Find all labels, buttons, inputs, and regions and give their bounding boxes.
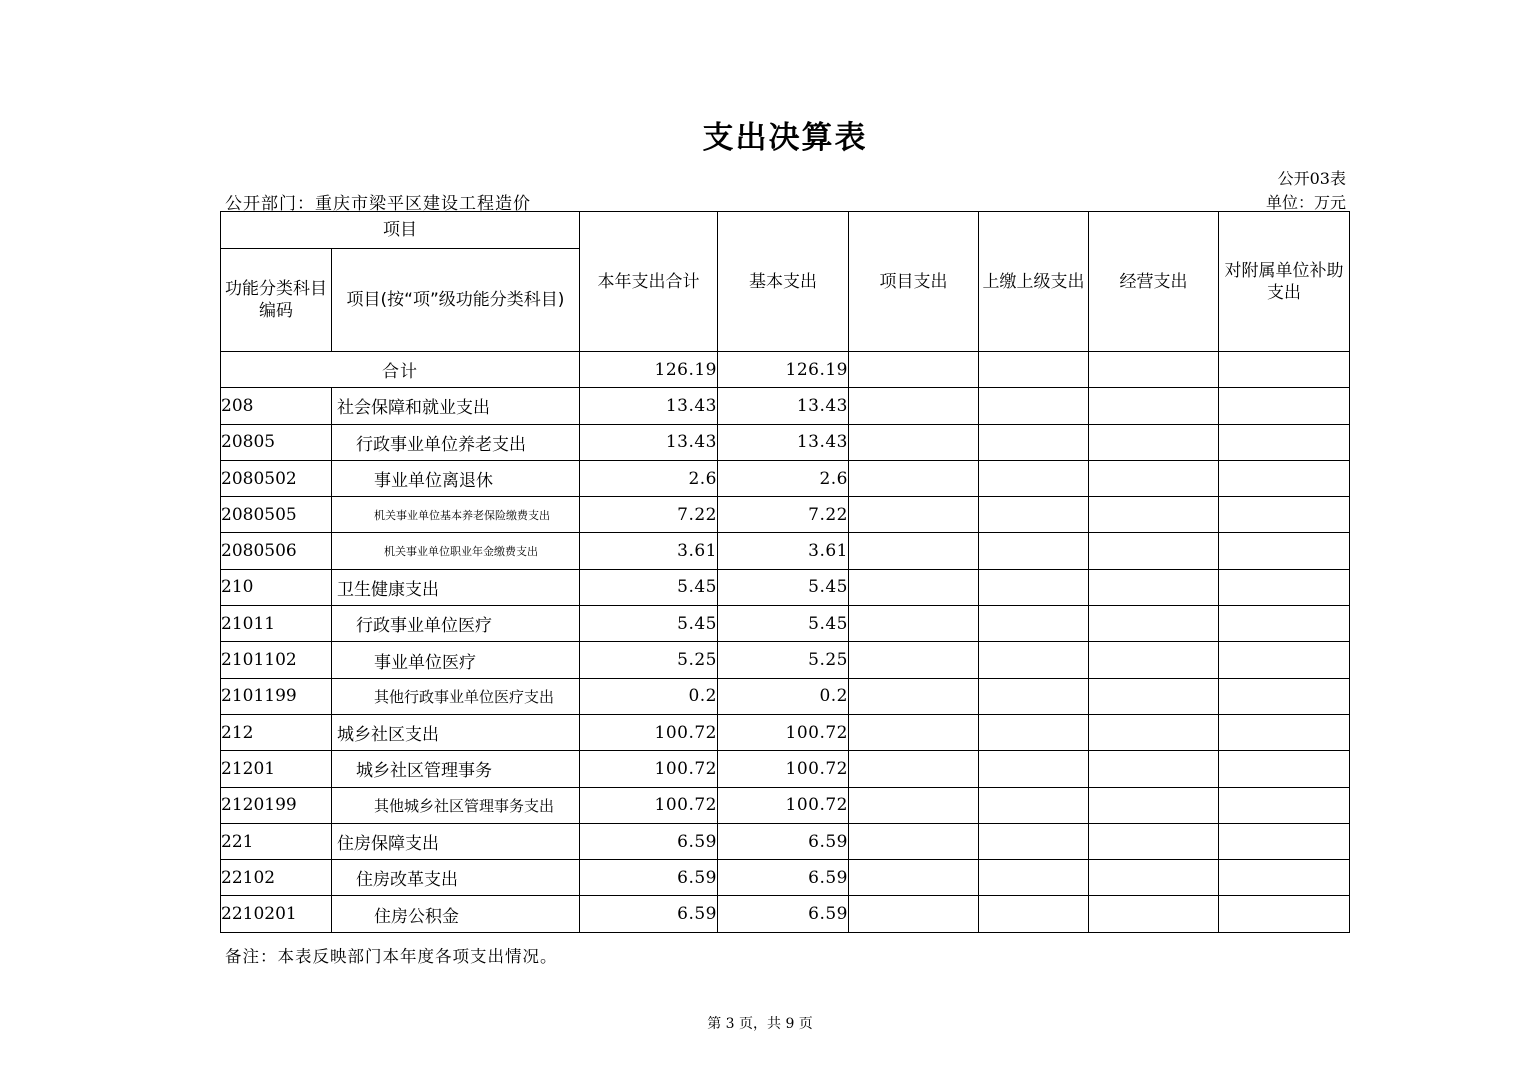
row-code: 2210201 xyxy=(221,896,332,932)
empty-cell xyxy=(1219,497,1350,533)
row-basic: 6.59 xyxy=(718,896,849,932)
empty-cell xyxy=(979,352,1089,388)
empty-cell xyxy=(849,642,979,678)
empty-cell xyxy=(979,714,1089,750)
table-row xyxy=(221,860,1350,896)
row-basic: 5.45 xyxy=(718,606,849,642)
row-name: 住房改革支出 xyxy=(332,860,580,896)
empty-cell xyxy=(1219,751,1350,787)
empty-cell xyxy=(979,388,1089,424)
empty-cell xyxy=(1219,787,1350,823)
row-code: 2080505 xyxy=(221,497,332,533)
empty-cell xyxy=(1219,860,1350,896)
empty-cell xyxy=(849,751,979,787)
row-name: 其他行政事业单位医疗支出 xyxy=(332,678,580,714)
row-total: 100.72 xyxy=(580,751,718,787)
empty-cell xyxy=(849,533,979,569)
table-row xyxy=(221,642,1350,678)
empty-cell xyxy=(1089,642,1219,678)
table-row xyxy=(221,569,1350,605)
table-row xyxy=(221,388,1350,424)
header-project-group: 项目 xyxy=(221,212,580,249)
empty-cell xyxy=(849,497,979,533)
empty-cell xyxy=(849,352,979,388)
total-sum: 126.19 xyxy=(580,352,718,388)
empty-cell xyxy=(849,714,979,750)
row-code: 221 xyxy=(221,823,332,859)
empty-cell xyxy=(1089,533,1219,569)
empty-cell xyxy=(849,860,979,896)
total-label: 合计 xyxy=(221,352,580,388)
empty-cell xyxy=(1089,714,1219,750)
empty-cell xyxy=(849,823,979,859)
row-basic: 6.59 xyxy=(718,860,849,896)
empty-cell xyxy=(1219,714,1350,750)
empty-cell xyxy=(1089,460,1219,496)
empty-cell xyxy=(849,896,979,932)
row-basic: 5.25 xyxy=(718,642,849,678)
empty-cell xyxy=(1089,569,1219,605)
empty-cell xyxy=(979,569,1089,605)
row-total: 6.59 xyxy=(580,896,718,932)
empty-cell xyxy=(979,497,1089,533)
empty-cell xyxy=(849,569,979,605)
row-basic: 13.43 xyxy=(718,388,849,424)
row-code: 20805 xyxy=(221,424,332,460)
table-row xyxy=(221,533,1350,569)
table-row xyxy=(221,606,1350,642)
empty-cell xyxy=(979,678,1089,714)
row-total: 0.2 xyxy=(580,678,718,714)
row-code: 2120199 xyxy=(221,787,332,823)
table-row xyxy=(221,751,1350,787)
row-code: 21011 xyxy=(221,606,332,642)
header-basic: 基本支出 xyxy=(718,212,849,352)
row-total: 13.43 xyxy=(580,388,718,424)
empty-cell xyxy=(1089,606,1219,642)
row-name: 卫生健康支出 xyxy=(332,569,580,605)
empty-cell xyxy=(849,678,979,714)
header-name: 项目(按“项”级功能分类科目) xyxy=(332,249,580,352)
row-code: 2101102 xyxy=(221,642,332,678)
empty-cell xyxy=(1089,352,1219,388)
row-basic: 13.43 xyxy=(718,424,849,460)
row-code: 210 xyxy=(221,569,332,605)
header-upper: 上缴上级支出 xyxy=(979,212,1089,352)
row-name: 机关事业单位基本养老保险缴费支出 xyxy=(332,497,580,533)
empty-cell xyxy=(979,606,1089,642)
empty-cell xyxy=(1089,787,1219,823)
empty-cell xyxy=(1219,460,1350,496)
row-basic: 100.72 xyxy=(718,714,849,750)
row-code: 22102 xyxy=(221,860,332,896)
row-basic: 5.45 xyxy=(718,569,849,605)
empty-cell xyxy=(1089,678,1219,714)
table-row xyxy=(221,896,1350,932)
row-total: 6.59 xyxy=(580,860,718,896)
total-basic: 126.19 xyxy=(718,352,849,388)
row-total: 5.25 xyxy=(580,642,718,678)
empty-cell xyxy=(1089,823,1219,859)
row-total: 2.6 xyxy=(580,460,718,496)
empty-cell xyxy=(849,606,979,642)
form-code: 公开03表 xyxy=(1277,169,1346,188)
empty-cell xyxy=(1219,823,1350,859)
row-basic: 2.6 xyxy=(718,460,849,496)
empty-cell xyxy=(1219,533,1350,569)
row-name: 事业单位医疗 xyxy=(332,642,580,678)
row-total: 13.43 xyxy=(580,424,718,460)
empty-cell xyxy=(1219,606,1350,642)
empty-cell xyxy=(979,533,1089,569)
row-name: 住房保障支出 xyxy=(332,823,580,859)
row-basic: 6.59 xyxy=(718,823,849,859)
row-basic: 7.22 xyxy=(718,497,849,533)
empty-cell xyxy=(979,896,1089,932)
department-label: 公开部门：重庆市梁平区建设工程造价 xyxy=(225,194,531,214)
empty-cell xyxy=(979,787,1089,823)
row-code: 2101199 xyxy=(221,678,332,714)
unit-label: 单位：万元 xyxy=(1265,193,1346,212)
expenditure-table xyxy=(220,211,1350,933)
empty-cell xyxy=(979,460,1089,496)
table-row xyxy=(221,823,1350,859)
row-basic: 3.61 xyxy=(718,533,849,569)
header-business: 经营支出 xyxy=(1089,212,1219,352)
row-code: 21201 xyxy=(221,751,332,787)
row-name: 城乡社区支出 xyxy=(332,714,580,750)
empty-cell xyxy=(1089,388,1219,424)
row-basic: 0.2 xyxy=(718,678,849,714)
header-code: 功能分类科目编码 xyxy=(221,249,332,352)
row-basic: 100.72 xyxy=(718,751,849,787)
row-total: 3.61 xyxy=(580,533,718,569)
empty-cell xyxy=(1219,569,1350,605)
empty-cell xyxy=(1219,388,1350,424)
empty-cell xyxy=(979,424,1089,460)
row-name: 事业单位离退休 xyxy=(332,460,580,496)
total-row xyxy=(221,352,1350,388)
row-name: 行政事业单位养老支出 xyxy=(332,424,580,460)
empty-cell xyxy=(1089,751,1219,787)
empty-cell xyxy=(849,460,979,496)
page-footer: 第 3 页，共 9 页 xyxy=(707,1016,813,1032)
empty-cell xyxy=(1219,678,1350,714)
empty-cell xyxy=(1089,860,1219,896)
table-row xyxy=(221,787,1350,823)
row-name: 社会保障和就业支出 xyxy=(332,388,580,424)
row-name: 机关事业单位职业年金缴费支出 xyxy=(332,533,580,569)
empty-cell xyxy=(1089,896,1219,932)
table-row xyxy=(221,497,1350,533)
row-name: 其他城乡社区管理事务支出 xyxy=(332,787,580,823)
row-total: 6.59 xyxy=(580,823,718,859)
table-row xyxy=(221,714,1350,750)
row-total: 7.22 xyxy=(580,497,718,533)
row-total: 5.45 xyxy=(580,606,718,642)
empty-cell xyxy=(1089,424,1219,460)
header-subsidy: 对附属单位补助支出 xyxy=(1219,212,1350,352)
row-code: 2080502 xyxy=(221,460,332,496)
empty-cell xyxy=(979,642,1089,678)
row-total: 100.72 xyxy=(580,714,718,750)
table-note: 备注：本表反映部门本年度各项支出情况。 xyxy=(225,947,558,966)
empty-cell xyxy=(849,424,979,460)
empty-cell xyxy=(849,388,979,424)
page-title: 支出决算表 xyxy=(702,120,868,156)
row-total: 5.45 xyxy=(580,569,718,605)
table-row xyxy=(221,460,1350,496)
row-code: 2080506 xyxy=(221,533,332,569)
row-name: 城乡社区管理事务 xyxy=(332,751,580,787)
empty-cell xyxy=(979,860,1089,896)
row-basic: 100.72 xyxy=(718,787,849,823)
table-row xyxy=(221,424,1350,460)
empty-cell xyxy=(1219,896,1350,932)
row-name: 住房公积金 xyxy=(332,896,580,932)
empty-cell xyxy=(979,751,1089,787)
row-code: 208 xyxy=(221,388,332,424)
empty-cell xyxy=(1219,352,1350,388)
empty-cell xyxy=(849,787,979,823)
table-row xyxy=(221,678,1350,714)
empty-cell xyxy=(1219,424,1350,460)
row-code: 212 xyxy=(221,714,332,750)
row-name: 行政事业单位医疗 xyxy=(332,606,580,642)
header-project: 项目支出 xyxy=(849,212,979,352)
empty-cell xyxy=(1089,497,1219,533)
empty-cell xyxy=(1219,642,1350,678)
header-total: 本年支出合计 xyxy=(580,212,718,352)
row-total: 100.72 xyxy=(580,787,718,823)
empty-cell xyxy=(979,823,1089,859)
